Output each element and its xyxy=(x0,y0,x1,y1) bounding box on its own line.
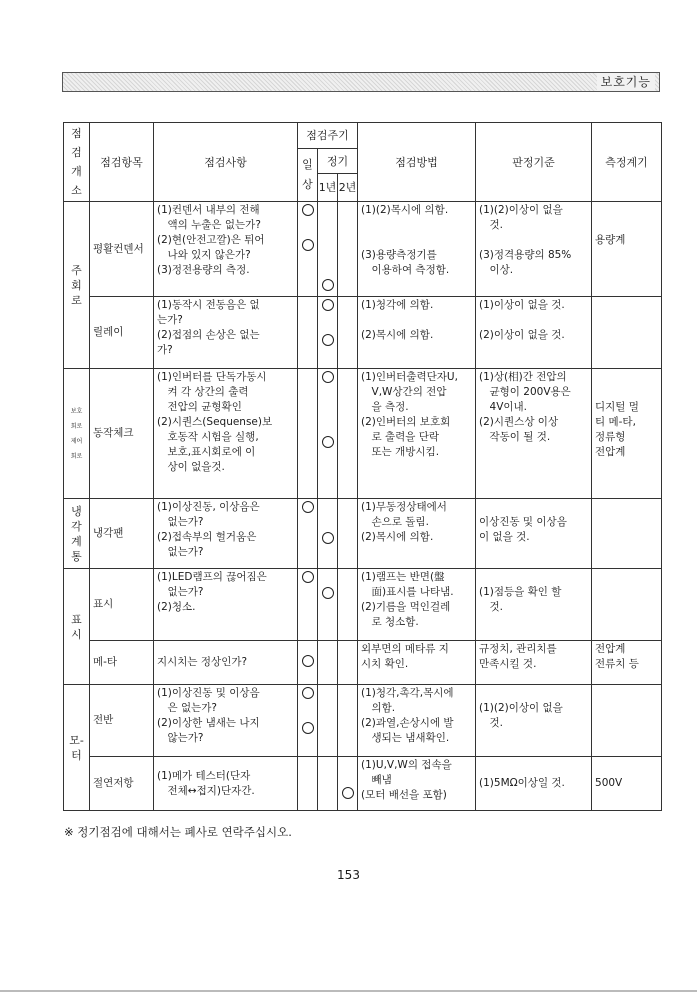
row-criteria: (1)점등을 확인 할 것. xyxy=(476,569,592,641)
row-instrument xyxy=(592,569,662,641)
year2-cell xyxy=(338,369,358,499)
header-year2: 2년 xyxy=(338,174,358,202)
check-circle-icon xyxy=(302,655,314,667)
row-detail: (1)LED램프의 끊어짐은 없는가? (2)청소. xyxy=(154,569,298,641)
header-instrument: 측정계기 xyxy=(592,123,662,202)
year2-cell xyxy=(338,499,358,569)
daily-cell xyxy=(298,641,318,685)
row-instrument: 전압계 전류치 등 xyxy=(592,641,662,685)
daily-cell xyxy=(298,757,318,811)
daily-cell xyxy=(298,499,318,569)
check-circle-icon xyxy=(322,587,334,599)
header-daily: 일 상 xyxy=(298,149,318,202)
year1-cell xyxy=(318,499,338,569)
check-circle-icon xyxy=(322,532,334,544)
header-detail: 점검사항 xyxy=(154,123,298,202)
check-circle-icon xyxy=(322,436,334,448)
daily-cell xyxy=(298,685,318,757)
row-item: 릴레이 xyxy=(90,297,154,369)
year2-cell xyxy=(338,685,358,757)
year2-cell xyxy=(338,297,358,369)
header-cycle: 점검주기 xyxy=(298,123,358,149)
row-criteria: (1)상(相)간 전압의 균형이 200V용은 4V이내. (2)시퀀스상 이상 작동이 될 것. xyxy=(476,369,592,499)
row-item: 전반 xyxy=(90,685,154,757)
row-item: 평활컨덴서 xyxy=(90,202,154,297)
row-instrument xyxy=(592,685,662,757)
daily-cell xyxy=(298,202,318,297)
row-item: 절연저항 xyxy=(90,757,154,811)
year1-cell xyxy=(318,569,338,641)
row-method: 외부면의 메타류 지 시치 확인. xyxy=(358,641,476,685)
check-circle-icon xyxy=(322,299,334,311)
row-detail: (1)인버터를 단독가동시 켜 각 상간의 출력 전압의 균형확인 (2)시퀀스(Sequense)보 호동작 시험을 실행, 보호,표시회로에 이 상이 없을것. xyxy=(154,369,298,499)
row-method: (1)청각에 의함. (2)목시에 의함. xyxy=(358,297,476,369)
year2-cell xyxy=(338,757,358,811)
check-circle-icon xyxy=(302,687,314,699)
daily-cell xyxy=(298,297,318,369)
row-detail: (1)이상진동 및 이상음 은 없는가? (2)이상한 냄새는 나지 않는가? xyxy=(154,685,298,757)
row-method: (1)(2)목시에 의함. (3)용량측정기를 이용하여 측정함. xyxy=(358,202,476,297)
row-criteria: (1)5MΩ이상일 것. xyxy=(476,757,592,811)
row-detail: (1)동작시 전동음은 없 는가? (2)접점의 손상은 없는 가? xyxy=(154,297,298,369)
year1-cell xyxy=(318,685,338,757)
check-circle-icon xyxy=(342,787,354,799)
row-instrument: 디지털 멀 티 메-타, 정류형 전압계 xyxy=(592,369,662,499)
row-item: 냉각팬 xyxy=(90,499,154,569)
group-protection-control: 보호 회로 제어 회로 xyxy=(64,369,90,499)
check-circle-icon xyxy=(322,334,334,346)
row-criteria: (1)이상이 없을 것. (2)이상이 없을 것. xyxy=(476,297,592,369)
inspection-table xyxy=(63,122,662,811)
year1-cell xyxy=(318,297,338,369)
row-detail: (1)메가 테스터(단자 전체↔접지)단자간. xyxy=(154,757,298,811)
year2-cell xyxy=(338,569,358,641)
row-detail: (1)컨덴서 내부의 전해 액의 누출은 없는가? (2)현(안전고깔)은 튀어 나와 있지 않은가? (3)정전용량의 측정. xyxy=(154,202,298,297)
year2-cell xyxy=(338,641,358,685)
daily-cell xyxy=(298,569,318,641)
row-method: (1)램프는 반면(盤 面)표시를 나타냄. (2)기름을 먹인걸레 로 청소함. xyxy=(358,569,476,641)
row-method: (1)인버터출력단자U, V,W상간의 전압 을 측정. (2)인버터의 보호회 로 출력을 단락 또는 개방시킴. xyxy=(358,369,476,499)
year1-cell xyxy=(318,757,338,811)
check-circle-icon xyxy=(302,722,314,734)
row-detail: (1)이상진동, 이상음은 없는가? (2)접속부의 헐거움은 없는가? xyxy=(154,499,298,569)
scan-edge-line xyxy=(0,990,697,992)
row-method: (1)무동정상태에서 손으로 돌림. (2)목시에 의함. xyxy=(358,499,476,569)
row-item: 메-타 xyxy=(90,641,154,685)
row-item: 표시 xyxy=(90,569,154,641)
row-instrument xyxy=(592,297,662,369)
group-main-circuit: 주 회 로 xyxy=(64,202,90,369)
check-circle-icon xyxy=(322,279,334,291)
row-instrument xyxy=(592,499,662,569)
year1-cell xyxy=(318,641,338,685)
section-header-band xyxy=(62,72,660,92)
check-circle-icon xyxy=(302,204,314,216)
header-year1: 1년 xyxy=(318,174,338,202)
row-detail: 지시치는 정상인가? xyxy=(154,641,298,685)
section-title: 보호기능 xyxy=(597,73,655,91)
header-criteria: 판정기준 xyxy=(476,123,592,202)
header-periodic: 정기 xyxy=(318,149,358,174)
row-method: (1)U,V,W의 접속을 빼냄 (모터 배선을 포함) xyxy=(358,757,476,811)
row-criteria: (1)(2)이상이 없을 것. xyxy=(476,685,592,757)
daily-cell xyxy=(298,369,318,499)
group-motor: 모- 터 xyxy=(64,685,90,811)
check-circle-icon xyxy=(322,371,334,383)
group-display: 표 시 xyxy=(64,569,90,685)
row-item: 동작체크 xyxy=(90,369,154,499)
header-item: 점검항목 xyxy=(90,123,154,202)
row-criteria: (1)(2)이상이 없을 것. (3)정격용량의 85% 이상. xyxy=(476,202,592,297)
header-part: 점 검 개 소 xyxy=(64,123,90,202)
row-instrument: 용량계 xyxy=(592,202,662,297)
page-number: 153 xyxy=(337,868,360,882)
header-method: 점검방법 xyxy=(358,123,476,202)
check-circle-icon xyxy=(302,571,314,583)
year1-cell xyxy=(318,369,338,499)
row-criteria: 규정치, 관리치를 만족시킬 것. xyxy=(476,641,592,685)
year1-cell xyxy=(318,202,338,297)
footnote: ※ 정기점검에 대해서는 폐사로 연락주십시오. xyxy=(64,825,292,839)
row-criteria: 이상진동 및 이상음 이 없을 것. xyxy=(476,499,592,569)
group-cooling: 냉 각 계 통 xyxy=(64,499,90,569)
row-method: (1)청각,촉각,목시에 의함. (2)과열,손상시에 발 생되는 냄새확인. xyxy=(358,685,476,757)
check-circle-icon xyxy=(302,239,314,251)
row-instrument: 500V xyxy=(592,757,662,811)
year2-cell xyxy=(338,202,358,297)
check-circle-icon xyxy=(302,501,314,513)
